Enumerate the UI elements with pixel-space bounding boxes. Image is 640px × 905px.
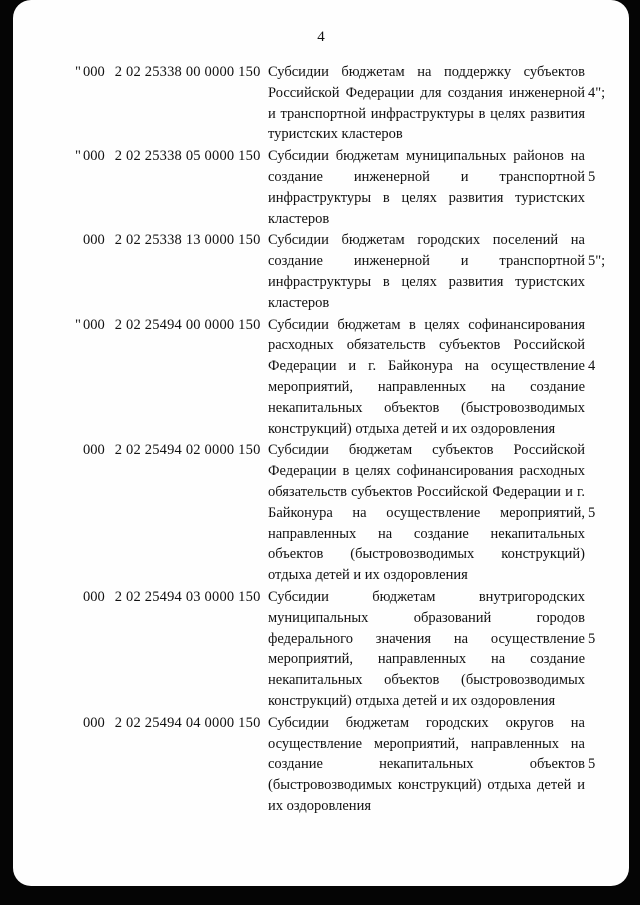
- budget-description: Субсидии бюджетам городских поселений на создание инженерной и транспортной инфраструктуры в целях развития туристских кластеров: [268, 232, 585, 311]
- margin-note: 5";: [588, 253, 606, 270]
- budget-description: Субсидии бюджетам субъектов Российской Федерации в целях софинансирования расходных обязательств субъектов Российской Федерации и г. Байконура на осуществление мероприятий, направленных на создание некапитальных объектов (быстровозводимых конструкций) отдыха детей и их оздоровления: [268, 442, 585, 584]
- open-quote: ": [75, 316, 81, 333]
- classification-code: 2 02 25494 02 0000 150: [114, 442, 261, 459]
- table-row: [75, 62, 623, 145]
- margin-note: 5: [588, 168, 596, 185]
- margin-note: 5: [588, 630, 596, 647]
- document-page: [13, 0, 629, 886]
- budget-code-cell: [75, 315, 268, 336]
- table-row: [75, 146, 623, 229]
- budget-code-cell: [75, 713, 268, 734]
- classification-code: 2 02 25338 13 0000 150: [114, 232, 261, 249]
- classification-code: 2 02 25338 05 0000 150: [114, 148, 261, 165]
- budget-description: Субсидии бюджетам городских округов на осуществление мероприятий, направленных на создание некапитальных объектов (быстровозводимых конструкций) отдыха детей и их оздоровления: [268, 714, 585, 814]
- open-quote: ": [75, 148, 81, 165]
- budget-code-cell: [75, 62, 268, 83]
- budget-description: Субсидии бюджетам внутригородских муниципальных образований городов федерального значения на осуществление мероприятий, направленных на создание некапитальных объектов (быстровозводимых конструкций) отдыха детей и их оздоровления: [268, 588, 585, 709]
- classification-code: 2 02 25494 03 0000 150: [114, 588, 261, 605]
- budget-code-cell: [75, 587, 268, 608]
- page-number: 4: [317, 29, 325, 45]
- admin-code: 000: [83, 64, 105, 80]
- admin-code: 000: [83, 714, 105, 731]
- margin-note: 5: [588, 756, 596, 773]
- margin-note: 4: [588, 358, 596, 375]
- margin-note: 4";: [588, 84, 606, 101]
- open-quote: ": [75, 64, 81, 80]
- table-row: [75, 713, 623, 817]
- admin-code: 000: [83, 148, 105, 165]
- table-row: [75, 587, 623, 712]
- classification-code: 2 02 25494 04 0000 150: [114, 714, 261, 731]
- admin-code: 000: [83, 442, 105, 459]
- table-row: [75, 230, 623, 313]
- admin-code: 000: [83, 316, 105, 333]
- budget-description: Субсидии бюджетам на поддержку субъектов Российской Федерации для создания инженерной и транспортной инфраструктуры в целях развития туристских кластеров: [268, 64, 585, 143]
- admin-code: 000: [83, 588, 105, 605]
- classification-code: 2 02 25494 00 0000 150: [114, 316, 261, 333]
- table-row: [75, 315, 623, 440]
- admin-code: 000: [83, 232, 105, 249]
- budget-code-cell: [75, 230, 268, 251]
- margin-note: 5: [588, 504, 596, 521]
- table-row: [75, 440, 623, 586]
- budget-code-cell: [75, 440, 268, 461]
- budget-description: Субсидии бюджетам муниципальных районов на создание инженерной и транспортной инфраструктуры в целях развития туристских кластеров: [268, 148, 585, 227]
- budget-code-cell: [75, 146, 268, 167]
- classification-code: 2 02 25338 00 0000 150: [114, 64, 261, 80]
- budget-description: Субсидии бюджетам в целях софинансирования расходных обязательств субъектов Российской Федерации и г. Байконура на осуществление мероприятий, направленных на создание некапитальных объектов (быстровозводимых конструкций) отдыха детей и их оздоровления: [268, 316, 585, 437]
- budget-code-table: [75, 62, 623, 817]
